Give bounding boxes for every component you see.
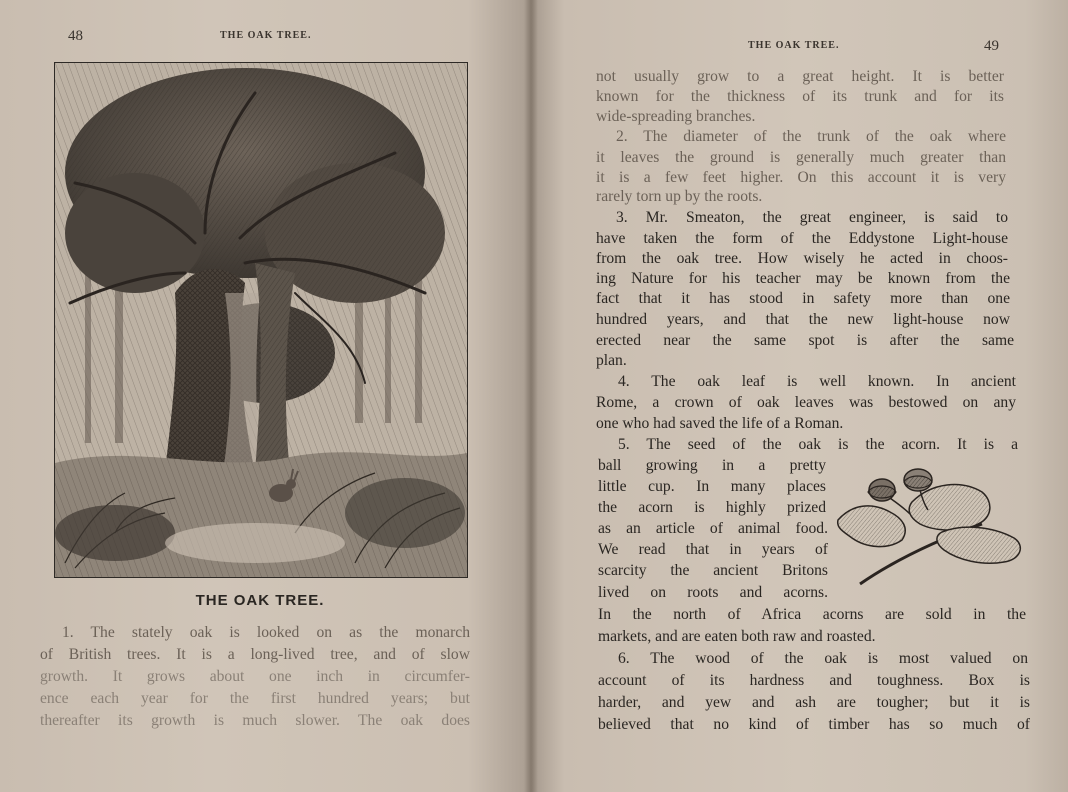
text-line: known for the thickness of its trunk and for its bbox=[596, 88, 1004, 105]
text-line: believed that no kind of timber has so much of bbox=[598, 716, 1030, 733]
text-line: ing Nature for his teacher may be known from the bbox=[596, 270, 1010, 287]
text-line: markets, and are eaten both raw and roasted. bbox=[598, 628, 876, 645]
text-line: thereafter its growth is much slower. The oak does bbox=[40, 712, 470, 729]
text-line: ence each year for the first hundred years; but bbox=[40, 690, 470, 707]
text-line: hundred years, and that the new light-house now bbox=[596, 311, 1010, 328]
text-line: Rome, a crown of oak leaves was bestowed on any bbox=[596, 394, 1016, 411]
book-gutter bbox=[524, 0, 538, 792]
text-line: erected near the same spot is after the same bbox=[596, 332, 1014, 349]
text-line: as an article of animal food. bbox=[598, 520, 828, 537]
text-line: 6. The wood of the oak is most valued on bbox=[618, 650, 1028, 667]
text-line: one who had saved the life of a Roman. bbox=[596, 415, 844, 432]
text-line: fact that it has stood in safety more than one bbox=[596, 290, 1010, 307]
text-line: account of its hardness and toughness. Box is bbox=[598, 672, 1030, 689]
text-line: the acorn is highly prized bbox=[598, 499, 826, 516]
text-line: 3. Mr. Smeaton, the great engineer, is said to bbox=[616, 209, 1008, 226]
text-line: little cup. In many places bbox=[598, 478, 826, 495]
text-line: lived on roots and acorns. bbox=[598, 584, 828, 601]
running-head-left: THE OAK TREE. bbox=[220, 30, 312, 41]
text-line: 1. The stately oak is looked on as the monarch bbox=[62, 624, 470, 641]
text-line: 2. The diameter of the trunk of the oak where bbox=[616, 128, 1006, 145]
text-line: harder, and yew and ash are tougher; but it is bbox=[598, 694, 1030, 711]
text-line: it leaves the ground is generally much greater than bbox=[596, 149, 1006, 166]
illustration-caption: THE OAK TREE. bbox=[195, 592, 325, 609]
text-line: In the north of Africa acorns are sold in the bbox=[598, 606, 1026, 623]
text-line: rarely torn up by the roots. bbox=[596, 188, 763, 205]
text-line: growth. It grows about one inch in circumfer- bbox=[40, 668, 470, 685]
text-line: We read that in years of bbox=[598, 541, 828, 558]
text-line: ball growing in a pretty bbox=[598, 457, 826, 474]
acorn-oak-leaf-illustration bbox=[832, 462, 1028, 590]
running-head-right: THE OAK TREE. bbox=[748, 40, 840, 51]
text-line: plan. bbox=[596, 352, 627, 369]
text-line: not usually grow to a great height. It is better bbox=[596, 68, 1004, 85]
text-line: it is a few feet higher. On this account it is very bbox=[596, 169, 1006, 186]
text-line: 4. The oak leaf is well known. In ancient bbox=[618, 373, 1016, 390]
text-line: wide-spreading branches. bbox=[596, 108, 756, 125]
page-number-left: 48 bbox=[68, 28, 83, 44]
text-line: 5. The seed of the oak is the acorn. It is a bbox=[618, 436, 1018, 453]
oak-tree-illustration bbox=[54, 62, 468, 578]
left-page bbox=[0, 0, 532, 792]
text-line: have taken the form of the Eddystone Light-house bbox=[596, 230, 1008, 247]
page-number-right: 49 bbox=[984, 38, 999, 54]
text-line: of British trees. It is a long-lived tree, and of slow bbox=[40, 646, 470, 663]
text-line: from the oak tree. How wisely he acted in choos- bbox=[596, 250, 1008, 267]
text-line: scarcity the ancient Britons bbox=[598, 562, 828, 579]
